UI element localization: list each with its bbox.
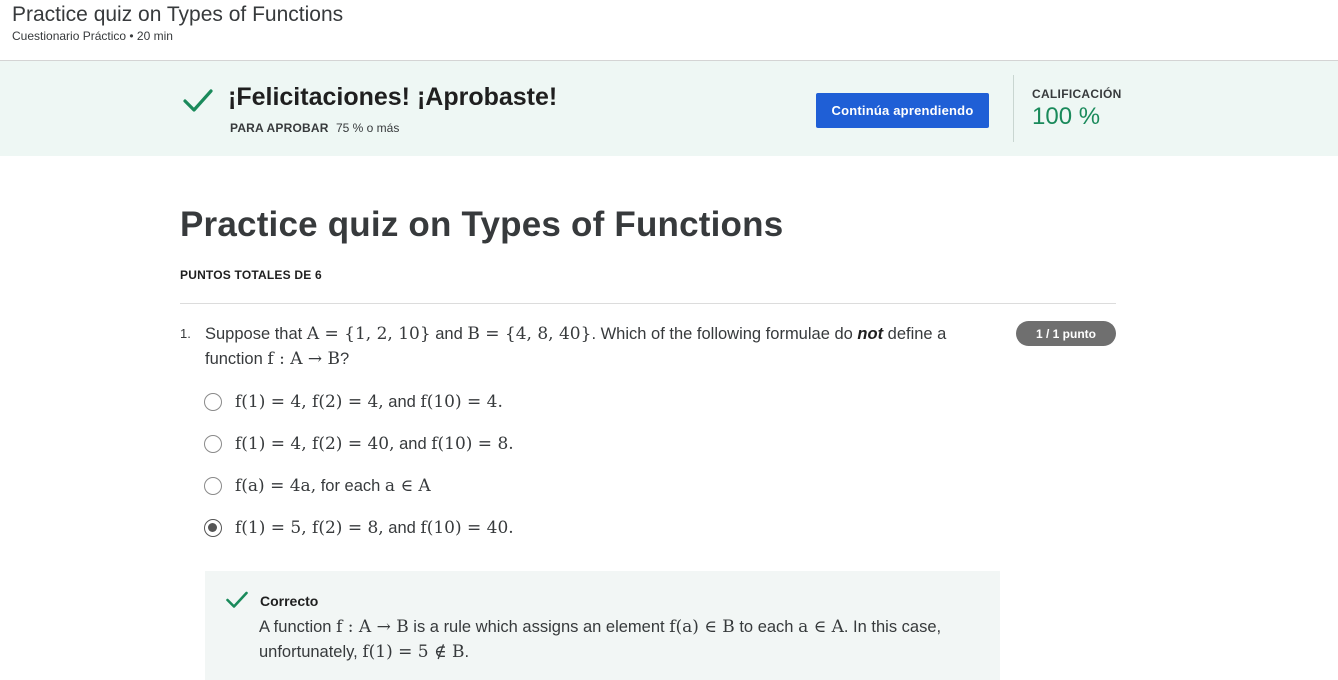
answer-option[interactable] <box>204 387 503 417</box>
pass-headline: ¡Felicitaciones! ¡Aprobaste! <box>228 83 558 111</box>
quiz-title: Practice quiz on Types of Functions <box>180 205 784 244</box>
continue-learning-button[interactable]: Continúa aprendiendo <box>816 93 989 128</box>
answer-option-text: f(a) = 4a, for each a ∈ A <box>235 476 431 496</box>
radio-button-checked[interactable] <box>204 519 222 537</box>
feedback-box <box>205 571 1000 680</box>
question-points-badge: 1 / 1 punto <box>1016 321 1116 346</box>
radio-button[interactable] <box>204 477 222 495</box>
answer-option-text: f(1) = 4, f(2) = 40, and f(10) = 8. <box>235 434 514 454</box>
pass-requirement <box>230 121 399 135</box>
section-divider <box>180 303 1116 304</box>
answer-option-text: f(1) = 5, f(2) = 8, and f(10) = 40. <box>235 518 514 538</box>
banner-divider <box>1013 75 1014 142</box>
top-header <box>0 0 1338 61</box>
feedback-text: A function f : A → B is a rule which assigns an element f(a) ∈ B to each a ∈ A. In this case, unfortunately, f(1) = 5 ∉ B. <box>259 617 942 662</box>
total-points: PUNTOS TOTALES DE 6 <box>180 268 322 282</box>
grade-label: CALIFICACIÓN <box>1032 87 1122 101</box>
check-icon <box>226 590 248 610</box>
radio-button[interactable] <box>204 435 222 453</box>
header-subtitle: Cuestionario Práctico • 20 min <box>12 29 173 43</box>
question-text: Suppose that A = {1, 2, 10} and B = {4, 8, 40}. Which of the following formulae do not define a function f : A → B? <box>205 324 947 369</box>
radio-button[interactable] <box>204 393 222 411</box>
answer-option-selected[interactable] <box>204 513 514 543</box>
answer-option-text: f(1) = 4, f(2) = 4, and f(10) = 4. <box>235 392 503 412</box>
pass-requirement-value: 75 % o más <box>335 121 400 135</box>
header-title: Practice quiz on Types of Functions <box>12 3 344 26</box>
answer-option[interactable] <box>204 471 431 501</box>
grade-value: 100 % <box>1032 103 1101 130</box>
question-number: 1. <box>180 326 191 341</box>
pass-requirement-label: PARA APROBAR <box>230 121 329 135</box>
feedback-label: Correcto <box>260 593 319 609</box>
answer-option[interactable] <box>204 429 514 459</box>
check-icon <box>183 87 213 115</box>
pass-banner <box>0 61 1338 156</box>
